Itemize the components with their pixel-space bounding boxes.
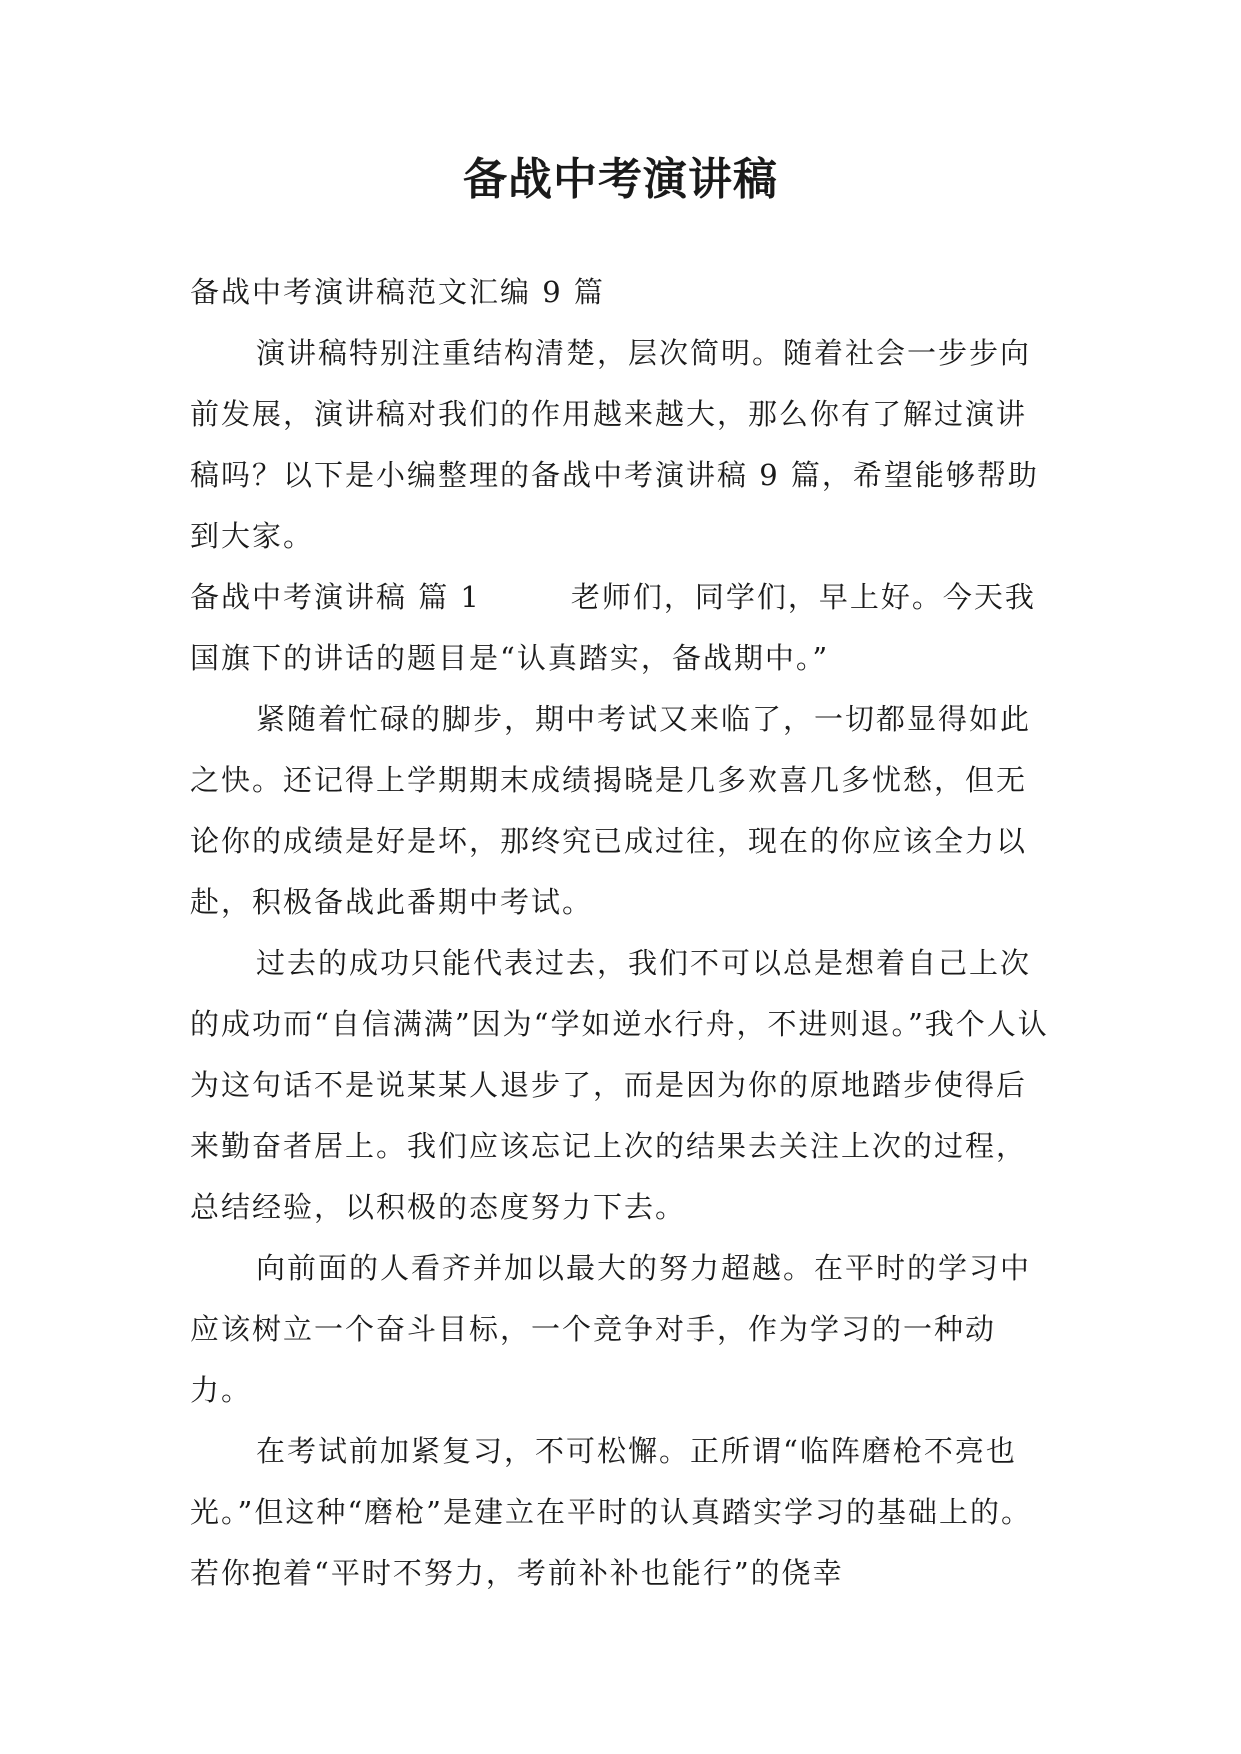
body-paragraph: 紧随着忙碌的脚步，期中考试又来临了，一切都显得如此之快。还记得上学期期末成绩揭晓是几多欢喜几多忧愁，但无论你的成绩是好是坏，那终究已成过往，现在的你应该全力以赴，积极备战此番期中考试。 — [190, 702, 1032, 919]
intro-paragraph: 演讲稿特别注重结构清楚，层次简明。随着社会一步步向前发展，演讲稿对我们的作用越来越大，那么你有了解过演讲稿吗？以下是小编整理的备战中考演讲稿 9 篇，希望能够帮助到大家。 — [190, 336, 1039, 553]
section-1-block — [190, 567, 1052, 689]
body-paragraph: 过去的成功只能代表过去，我们不可以总是想着自己上次的成功而“自信满满”因为“学如逆水行舟，不进则退。”我个人认为这句话不是说某某人退步了，而是因为你的原地踏步使得后来勤奋者居上。我们应该忘记上次的结果去关注上次的过程，总结经验，以积极的态度努力下去。 — [190, 946, 1049, 1224]
section-1-heading: 备战中考演讲稿 篇 1 — [190, 580, 481, 614]
section-1-opening: 老师们，同学们，早上好。今天我国旗下的讲话的题目是“认真踏实，备战期中。” — [190, 580, 1036, 675]
document-subtitle: 备战中考演讲稿范文汇编 9 篇 — [190, 275, 605, 309]
body-paragraph: 在考试前加紧复习，不可松懈。正所谓“临阵磨枪不亮也光。”但这种“磨枪”是建立在平时的认真踏实学习的基础上的。若你抱着“平时不努力，考前补补也能行”的侥幸 — [190, 1434, 1032, 1590]
body-paragraph: 向前面的人看齐并加以最大的努力超越。在平时的学习中应该树立一个奋斗目标，一个竞争对手，作为学习的一种动力。 — [190, 1251, 1032, 1407]
document-body — [190, 262, 1052, 1604]
document-title: 备战中考演讲稿 — [463, 154, 778, 205]
